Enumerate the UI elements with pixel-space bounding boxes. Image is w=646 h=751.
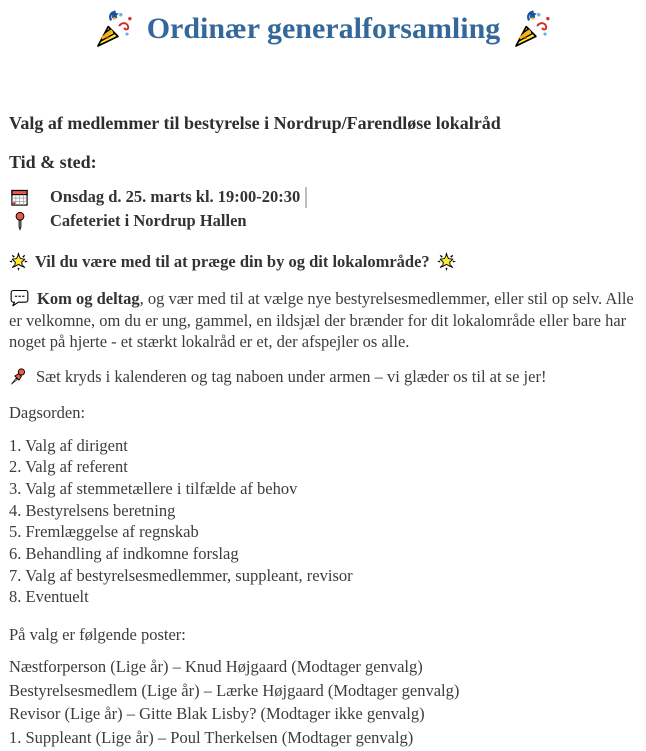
location-row <box>9 210 638 232</box>
agenda-heading: Dagsorden: <box>9 402 86 422</box>
agenda-item: 5. Fremlæggelse af regnskab <box>9 522 199 542</box>
invite-rest-text: , og vær med til at vælge nye bestyrelsesmedlemmer, eller stil op selv. Alle er velkomne, om du er ung, gammel, en ildsjæl der brænder for dit lokalområde eller bare har noget på hjerte - et stærkt lokalråd er et, der afspejler os alle. <box>9 289 634 351</box>
reminder-text: Sæt kryds i kalenderen og tag naboen under armen – vi glæder os til at se jer! <box>36 366 547 386</box>
position-item: Revisor (Lige år) – Gitte Blak Lisby? (Modtager ikke genvalg) <box>9 704 425 724</box>
time-place-heading: Tid & sted: <box>9 152 97 172</box>
invite-bold-text: Kom og deltag <box>37 289 140 308</box>
agenda-item: 6. Behandling af indkomne forslag <box>9 544 239 564</box>
agenda-item: 4. Bestyrelsens beretning <box>9 500 176 520</box>
round-pushpin-icon <box>9 210 30 232</box>
tagline-row <box>9 250 638 273</box>
calendar-icon <box>9 187 30 208</box>
document-title <box>9 8 638 50</box>
date-text: Onsdag d. 25. marts kl. 19:00-20:30 <box>50 187 301 206</box>
position-item: Næstforperson (Lige år) – Knud Højgaard (Modtager genvalg) <box>9 657 423 677</box>
location-text: Cafeteriet i Nordrup Hallen <box>50 211 247 230</box>
agenda-item: 2. Valg af referent <box>9 457 128 477</box>
page-title: Ordinær generalforsamling <box>146 12 501 45</box>
reminder-row <box>9 366 638 388</box>
glowing-star-icon <box>437 252 456 271</box>
date-row <box>9 186 638 208</box>
pushpin-icon <box>9 367 28 386</box>
agenda-list <box>9 435 638 609</box>
party-popper-icon <box>512 9 553 50</box>
text-cursor <box>305 187 307 208</box>
agenda-item: 7. Valg af bestyrelsesmedlemmer, suppleant, revisor <box>9 565 353 585</box>
speech-balloon-icon <box>9 288 30 308</box>
glowing-star-icon <box>9 252 28 271</box>
position-item: 1. Suppleant (Lige år) – Poul Therkelsen (Modtager genvalg) <box>9 727 414 747</box>
position-item: Bestyrelsesmedlem (Lige år) – Lærke Højgaard (Modtager genvalg) <box>9 680 460 700</box>
section-heading: Valg af medlemmer til bestyrelse i Nordrup/Farendløse lokalråd <box>9 113 501 133</box>
invitation-paragraph <box>9 288 641 353</box>
positions-heading: På valg er følgende poster: <box>9 625 186 645</box>
party-popper-icon <box>94 9 135 50</box>
agenda-item: 8. Eventuelt <box>9 587 89 607</box>
agenda-item: 3. Valg af stemmetællere i tilfælde af behov <box>9 478 298 498</box>
tagline-text: Vil du være med til at præge din by og dit lokalområde? <box>35 252 430 271</box>
agenda-item: 1. Valg af dirigent <box>9 435 128 455</box>
positions-list <box>9 655 638 749</box>
